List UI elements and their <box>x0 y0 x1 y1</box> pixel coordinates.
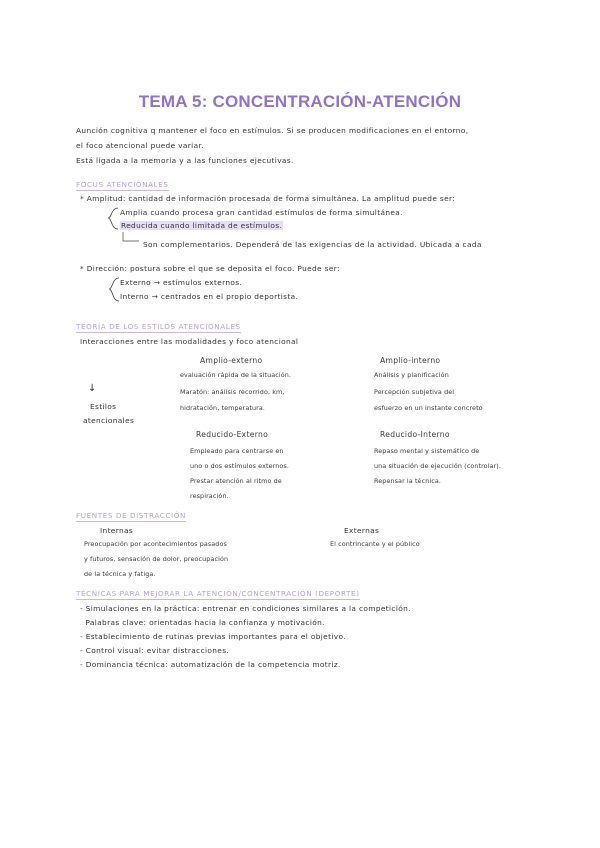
amplio-interno-line-3: esfuerzo en un instante concreto <box>374 404 483 412</box>
amplio-interno-line-2: Percepción subjetiva del <box>374 388 455 396</box>
focus-complementarios: Son complementarios. Dependerá de las exigencias de la actividad. Ubicada a cada <box>143 240 482 249</box>
internas-title: Internas <box>100 526 134 535</box>
reducido-externo-line-2: uno o dos estímulos externos. <box>190 462 289 470</box>
focus-direccion: * Dirección: postura sobre el que se deposita el foco. Puede ser: <box>80 264 340 273</box>
page-title: TEMA 5: CONCENTRACIÓN-ATENCIÓN <box>138 92 462 111</box>
side-label-2: atencionales <box>83 416 135 425</box>
section-heading-tecnicas: TÉCNICAS PARA MEJORAR LA ATENCIÓN/CONCENTRACIÓN (DEPORTE) <box>76 589 360 598</box>
reducido-interno-line-3: Repensar la técnica. <box>374 477 441 485</box>
reducido-externo-title: Reducido-Externo <box>196 430 269 439</box>
reducido-interno-line-2: una situación de ejecución (controlar). <box>374 462 502 470</box>
reducido-interno-line-1: Repaso mental y sistemático de <box>374 447 480 455</box>
externas-title: Externas <box>344 526 380 535</box>
focus-amplitud: * Amplitud: cantidad de información procesada de forma simultánea. La amplitud puede ser: <box>80 194 456 203</box>
internas-line-2: y futuros, sensación de dolor, preocupación <box>84 555 229 563</box>
focus-reducida-text: Reducida cuando limitada de estímulos. <box>121 221 283 230</box>
focus-externo: Externo → estímulos externos. <box>120 278 243 287</box>
teoria-subtitle: Interacciones entre las modalidades y foco atencional <box>80 337 299 346</box>
internas-line-3: de la técnica y fatiga. <box>84 570 156 578</box>
amplio-externo-line-1: evaluación rápida de la situación. <box>180 371 292 379</box>
internas-line-1: Preocupación por acontecimientos pasados <box>84 540 227 548</box>
externas-line-1: El contrincante y el público <box>330 540 420 548</box>
amplio-interno-title: Amplio-interno <box>380 356 441 365</box>
direccion-brace <box>107 276 121 304</box>
amplitud-brace <box>106 206 120 232</box>
section-heading-teoria: TEORÍA DE LOS ESTILOS ATENCIONALES <box>76 322 241 331</box>
tecnica-item-5: - Dominancia técnica: automatización de la competencia motriz. <box>80 660 341 669</box>
reducido-externo-line-1: Empleado para centrarse en <box>190 447 284 455</box>
reducido-externo-line-4: respiración. <box>190 492 229 500</box>
amplio-externo-line-3: hidratación, temperatura. <box>180 404 265 412</box>
section-heading-focus: FOCUS ATENCIONALES <box>76 180 169 189</box>
reducido-interno-title: Reducido-Interno <box>380 430 450 439</box>
focus-interno: Interno → centrados en el propio deportista. <box>120 292 299 301</box>
amplio-interno-line-1: Análisis y planificación <box>374 371 449 379</box>
tecnica-item-2: Palabras clave: orientadas hacia la confianza y motivación. <box>80 618 325 627</box>
amplio-externo-line-2: Maratón: análisis recorrido, km, <box>180 388 285 396</box>
focus-amplia: Amplia cuando procesa gran cantidad estímulos de forma simultánea. <box>120 208 403 217</box>
focus-reducida <box>120 221 283 231</box>
intro-line-2: el foco atencional puede variar. <box>76 141 204 150</box>
complementary-arrow <box>122 231 142 245</box>
side-label-1: Estilos <box>90 402 117 411</box>
reducido-externo-line-3: Prestar atención al ritmo de <box>190 477 282 485</box>
down-arrow-icon: ↓ <box>88 383 97 394</box>
intro-line-1: Aunción cognitiva q mantener el foco en estímulos. Si se producen modificaciones en el entorno, <box>76 126 469 135</box>
tecnica-item-1: - Simulaciones en la práctica: entrenar en condiciones similares a la competición. <box>80 604 411 613</box>
tecnica-item-3: - Establecimiento de rutinas previas importantes para el objetivo. <box>80 632 346 641</box>
intro-line-3: Está ligada a la memoria y a las funciones ejecutivas. <box>76 156 294 165</box>
section-heading-fuentes: FUENTES DE DISTRACCIÓN <box>76 511 186 520</box>
amplio-externo-title: Amplio-externo <box>200 356 263 365</box>
tecnica-item-4: - Control visual: evitar distracciones. <box>80 646 230 655</box>
